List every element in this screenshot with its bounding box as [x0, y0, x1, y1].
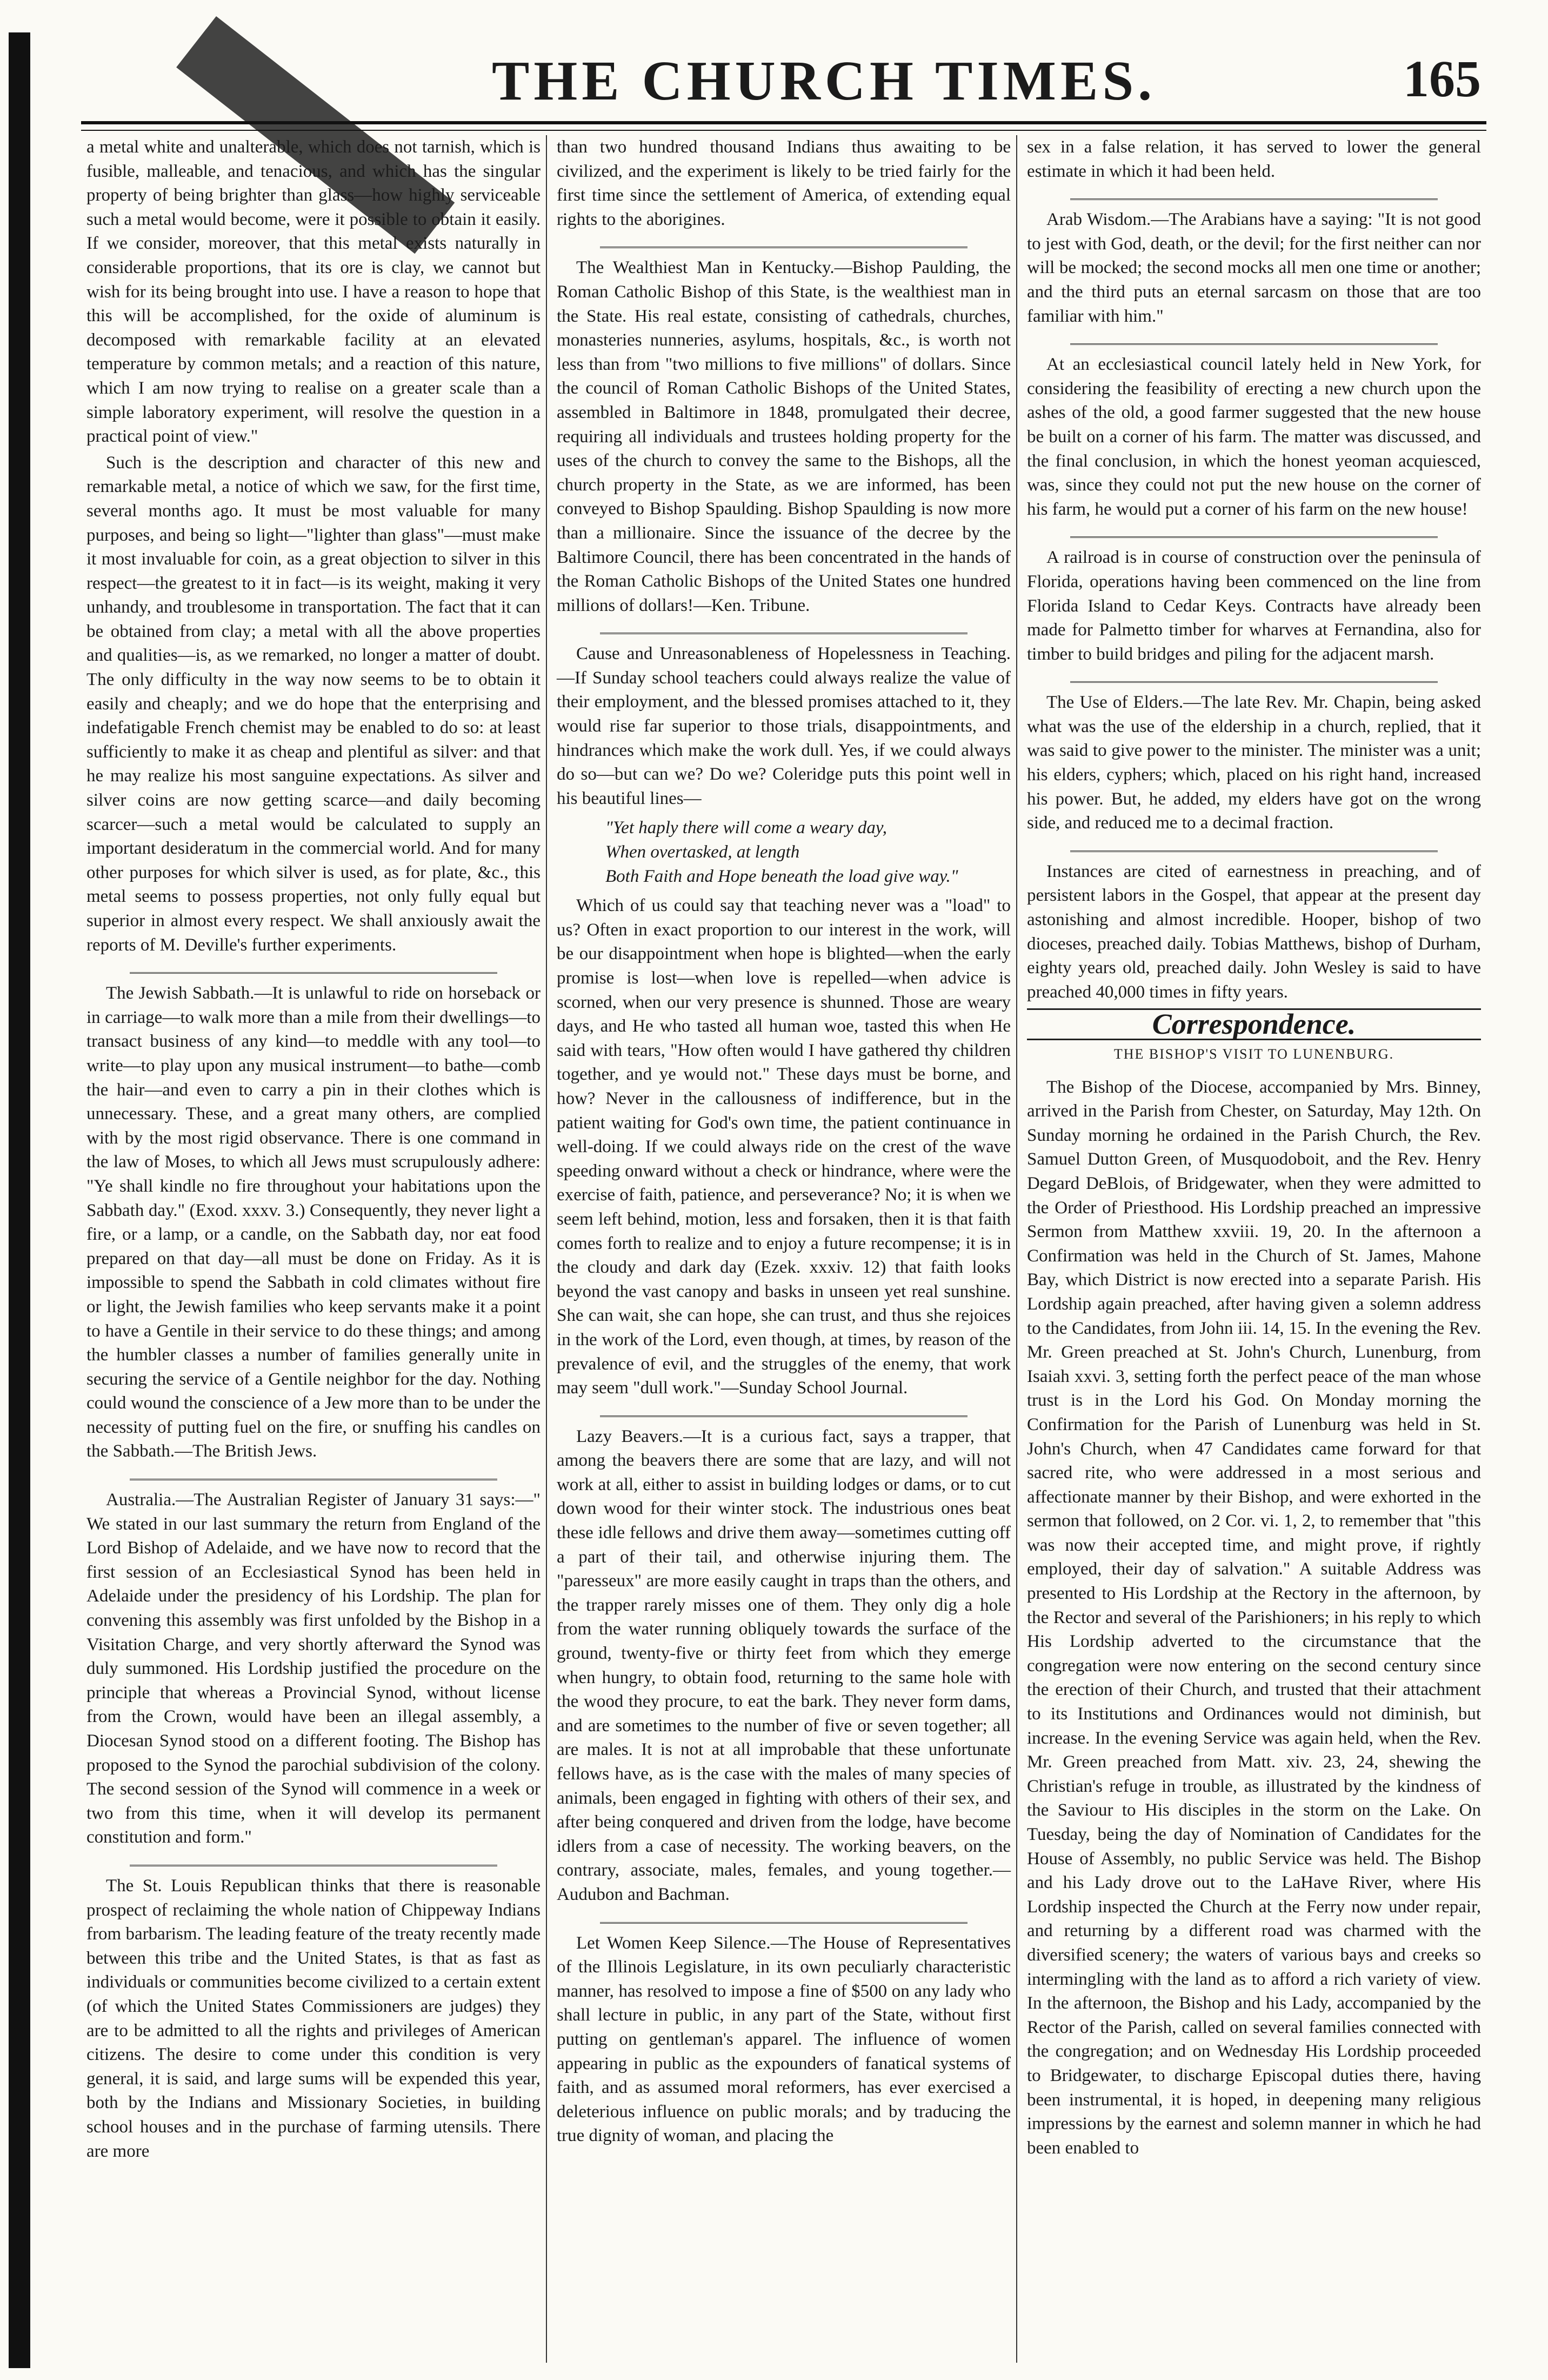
column-left	[86, 135, 541, 2165]
scan-edge-shadow	[9, 32, 30, 2368]
article-bishop-visit: The Bishop of the Diocese, accompanied by Mrs. Binney, arrived in the Parish from Chester, on Saturday, May 12th. On Sunday morning he ordained in the Parish Church, the Rev. Samuel Dutton Green, of Musquodoboit, and the Rev. Henry Degard DeBlois, of Bridgewater, when they were admitted to the Order of Priesthood. His Lordship preached an impressive Sermon from Matthew xxviii. 19, 20. In the afternoon a Confirmation was held in the Church of St. James, Mahone Bay, which District is now erected into a separate Parish. His Lordship again preached, after having given a solemn address to the Candidates, from John iii. 14, 15. In the evening the Rev. Mr. Green preached at St. John's Church, Lunenburg, from Isaiah xxvi. 3, setting forth the perfect peace of the man whose trust is in the Lord his God. On Monday morning the Confirmation for the Parish of Lunenburg was held in St. John's Church, when 47 Candidates came forward for that sacred rite, who were addressed in a most serious and affectionate manner by their Bishop, and were exhorted in the sermon that followed, on 2 Cor. vi. 1, 2, to remember that "this was now their accepted time, and might prove, if rightly employed, their day of salvation." A suitable Address was presented to His Lordship at the Rectory in the afternoon, by the Rector and several of the Parishioners; in his reply to which His Lordship adverted to the circumstance that the congregation were now entering on the second century since the erection of their Church, and trusted that their attachment to its Institutions and Ordinances would not diminish, but increase. In the evening Service was again held, when the Rev. Mr. Green preached from Matt. xiv. 23, 24, shewing the Christian's refuge in trouble, as illustrated by the kindness of the Saviour to His disciples in the storm on the Lake. On Tuesday, being the day of Nomination of Candidates for the House of Assembly, no public Service was held. The Bishop and his Lady drove out to the LaHave River, where His Lordship inspected the Church at the Ferry now under repair, and returning by a different road was charmed with the diversified scenery; the waters of various bays and creeks so intermingling with the land as to afford a rich variety of view. In the afternoon, the Bishop and his Lady, accompanied by the Rector of the Parish, called on several families connected with the congregation; and on Wednesday His Lordship proceeded to Bridgewater, to discharge Episcopal duties there, having been instrumental, it is hoped, in deepening many religious impressions by the earnest and solemn manner in which he had been enabled to	[1027, 1077, 1481, 2158]
article-instances: Instances are cited of earnestness in preaching, and of persistent labors in the Gospel, that appear at the present day astonishing and almost incredible. Hooper, bishop of two dioceses, preached daily. Tobias Matthews, bishop of Durham, eighty years old, preached daily. John Wesley is said to have preached 40,000 times in fifty years.	[1027, 861, 1481, 1002]
section-subheading: THE BISHOP'S VISIT TO LUNENBURG.	[1113, 1046, 1394, 1062]
column-divider	[1016, 135, 1017, 2363]
newspaper-title: THE CHURCH TIMES.	[492, 50, 1157, 112]
article-wealthiest-man: The Wealthiest Man in Kentucky.—Bishop Paulding, the Roman Catholic Bishop of this State, is the wealthiest man in the State. His real estate, consisting of cathedrals, churches, monasteries nunneries, asylums, hospitals, &c., is worth not less than from "two millions to five millions" of dollars. Since the council of Roman Catholic Bishops of the United States, assembled in Baltimore in 1848, promulgated their decree, requiring all individuals and trustees holding property for the uses of the church to convey the same to the Bishops, all the church property in the State, as we are informed, has been conveyed to Bishop Spaulding. Bishop Spaulding is now more than a millionaire. Since the issuance of the decree by the Baltimore Council, there has been concentrated in the hands of the Roman Catholic Bishops of the United States one hundred millions of dollars!—Ken. Tribune.	[557, 258, 1011, 615]
article-use-of-elders: The Use of Elders.—The late Rev. Mr. Chapin, being asked what was the use of the eldership in a church, replied, that it was said to give power to the minister. The minister was a unit; his elders, cyphers; which, placed on his right hand, increased his power. But, he added, my elders have got on the wrong side, and reduced me to a decimal fraction.	[1027, 693, 1481, 833]
separator	[1070, 334, 1438, 345]
separator	[600, 1912, 968, 1924]
separator	[600, 1406, 968, 1417]
article-paragraph: than two hundred thousand Indians thus awaiting to be civilized, and the experiment is likely to be tried fairly for the first time since the settlement of America, of extending equal rights to the aborigines.	[557, 137, 1011, 229]
separator	[600, 237, 968, 248]
article-lazy-beavers: Lazy Beavers.—It is a curious fact, says a trapper, that among the beavers there are some that are lazy, and will not work at all, either to assist in building lodges or dams, or to cut down wood for their winter stock. The industrious ones beat these idle fellows and drive them away—sometimes cutting off a part of their tail, and otherwise injuring them. The "paresseux" are more easily caught in traps than the others, and the trapper rarely misses one of them. They only dig a hole from the water running obliquely towards the surface of the ground, twenty-five or thirty feet from which they emerge when hungry, to obtain food, returning to the same hole with the wood they procure, to eat the bark. They never form dams, and are sometimes to the number of five or seven together; all are males. It is not at all improbable that these unfortunate fellows have, as is the case with the males of many species of animals, been engaged in fighting with others of their sex, and after being conquered and driven from the lodge, have become idlers from a case of necessity. The working beavers, on the contrary, associate, males, females, and young together.—Audubon and Bachman.	[557, 1426, 1011, 1904]
article-paragraph: Which of us could say that teaching never was a "load" to us? Often in exact proportion to our interest in the work, will be our disappointment when hope is blighted—when the early promise is lost—when love is repelled—when advice is scorned, when our very presence is shunned. Those are weary days, and He who tasted all human woe, tasted this when He said with tears, "How often would I have gathered thy children together, and ye would not." These days must be borne, and how? Never in the callousness of indifference, but in the patient waiting for God's own time, the patient continuance in well-doing. If we could always ride on the crest of the wave speeding onward without a check or hindrance, where were the exercise of faith, patience, and perseverance? No; it is when we seem left behind, motion, less and forsaken, then it is that faith comes forth to realize and to enjoy a future recompense; it is in the cloudy and dark day (Ezek. xxxiv. 12) that faith looks beyond the vast canopy and basks in unseen yet real sunshine. She can wait, she can hope, she can trust, and thus she rejoices in the work of the Lord, even though, at times, by reason of the prevalence of evil, and the struggles of the enemy, that work may seem "dull work."—Sunday School Journal.	[557, 896, 1011, 1398]
poem-quote: "Yet haply there will come a weary day, When overtasked, at length Both Faith and Hope beneath the load give way."	[605, 818, 958, 886]
article-railroad: A railroad is in course of construction over the peninsula of Florida, operations having been commenced on the line from Florida Island to Cedar Keys. Contracts have already been made for Palmetto timber for wharves at Fernandina, also for timber to build bridges and piling for the adjacent marsh.	[1027, 548, 1481, 664]
article-paragraph: a metal white and unalterable, which does not tarnish, which is fusible, malleable, and tenacious, and which has the singular property of being brighter than glass—how highly serviceable such a metal would become, were it possible to obtain it easily. If we consider, moreover, that this metal exists naturally in considerable proportions, that its ore is clay, we cannot but wish for its being brought into use. I have a reason to hope that this will be accomplished, for the oxide of aluminum is decomposed with remarkable facility at an elevated temperature by common metals; and a reaction of this nature, which I am now trying to realise on a greater scale than a simple laboratory experiment, will resolve the question in a practical point of view."	[86, 137, 541, 447]
separator	[130, 1469, 497, 1480]
separator	[1070, 527, 1438, 538]
column-divider	[546, 135, 547, 2363]
header-rule	[81, 121, 1486, 131]
separator	[1070, 841, 1438, 852]
article-paragraph: Such is the description and character of this new and remarkable metal, a notice of which we saw, for the first time, several months ago. It must be most valuable for many purposes, and being so light—"lighter than glass"—must make it most invaluable for coin, as a great objection to silver in this respect—the greatest to it in fact—is its weight, making it very unhandy, and troublesome in transportation. The fact that it can be obtained from clay; a metal with all the above properties and qualities—is, as we remarked, no longer a matter of doubt. The only difficulty in the way now seems to be to obtain it easily and cheaply; and we do hope that the enterprising and indefatigable French chemist may be enabled to do so: at least sufficiently to make it as cheap and plentiful as silver: and that he may realize his most sanguine expectations. As silver and silver coins are now getting scarce—and daily becoming scarcer—such a metal would be calculated to supply an important desideratum in the commercial world. And for many other purposes for which silver is used, as for plate, &c., this metal seems to possess properties, not only fully equal but superior in almost every respect. We shall anxiously await the reports of M. Deville's further experiments.	[86, 453, 541, 955]
section-heading-correspondence: Correspondence.	[1027, 1008, 1481, 1040]
article-hopelessness: Cause and Unreasonableness of Hopelessness in Teaching.—If Sunday school teachers could always realize the value of their employment, and the blessed promises attached to it, they would rise far superior to those trials, disappointments, and hindrances which make the work dull. Yes, if we could always do so—but can we? Do we? Coleridge puts this point well in his beautiful lines—	[557, 644, 1011, 808]
article-australia: Australia.—The Australian Register of January 31 says:—" We stated in our last summary the return from England of the Lord Bishop of Adelaide, and we have now to record that the first session of an Ecclesiastical Synod has been held in Adelaide under the presidency of his Lordship. The plan for convening this assembly was first unfolded by the Bishop in a Visitation Charge, and very shortly afterward the Synod was duly summoned. His Lordship justified the procedure on the principle that whereas a Provincial Synod, without license from the Crown, would have been an illegal assembly, a Diocesan Synod stood on a different footing. The Bishop has proposed to the Synod the parochial subdivision of the colony. The second session of the Synod will commence in a week or two from this time, when it will develop its permanent constitution and form."	[86, 1490, 541, 1847]
separator	[600, 623, 968, 634]
article-chippeway: The St. Louis Republican thinks that there is reasonable prospect of reclaiming the whole nation of Chippeway Indians from barbarism. The leading feature of the treaty recently made between this tribe and the United States, is that as fast as individuals or communities become civilized to a certain extent (of which the United States Commissioners are judges) they are to be admitted to all the rights and privileges of American citizens. The desire to come under this condition is very general, it is said, and large sums will be expended this year, both by the Indians and Missionary Societies, in building school houses and in the purchase of farming utensils. There are more	[86, 1876, 541, 2161]
article-council: At an ecclesiastical council lately held in New York, for considering the feasibility of erecting a new church upon the ashes of the old, a good farmer suggested that the new house be built on a corner of his farm. The matter was discussed, and the final conclusion, in which the honest yeoman acquiesced, was, since they could not put the new house on the corner of his farm, he would put a corner of his farm on the new house!	[1027, 355, 1481, 519]
page-number: 165	[1403, 50, 1481, 108]
separator	[130, 1855, 497, 1866]
column-right	[1027, 135, 1481, 2162]
column-middle	[557, 135, 1011, 2150]
separator	[1070, 189, 1438, 200]
separator	[1070, 672, 1438, 683]
separator	[130, 962, 497, 974]
article-arab-wisdom: Arab Wisdom.—The Arabians have a saying: "It is not good to jest with God, death, or the devil; for the first neither can nor will be mocked; the second mocks all men one time or another; and the third puts an eternal sarcasm on those that are too familiar with him."	[1027, 210, 1481, 326]
masthead	[81, 49, 1486, 124]
article-paragraph: sex in a false relation, it has served to lower the general estimate in which it had been held.	[1027, 137, 1481, 181]
article-women-silence: Let Women Keep Silence.—The House of Representatives of the Illinois Legislature, in its own peculiarly characteristic manner, has resolved to impose a fine of $500 on any lady who shall lecture in public, in any part of the State, without first putting on gentleman's apparel. The influence of women appearing in public as the expounders of fanatical systems of faith, and as assumed moral reformers, has ever exercised a deleterious influence on public morals; and by traducing the true dignity of woman, and placing the	[557, 1933, 1011, 2146]
article-jewish-sabbath: The Jewish Sabbath.—It is unlawful to ride on horseback or in carriage—to walk more than a mile from their dwellings—to transact business of any kind—to meddle with any tool—to write—to play upon any musical instrument—to bathe—comb the hair—and even to carry a pin in their clothes which is unnecessary. These, and a great many others, are complied with by the most rigid observance. There is one command in the law of Moses, to which all Jews must scrupulously adhere: "Ye shall kindle no fire throughout your habitations upon the Sabbath day." (Exod. xxxv. 3.) Consequently, they never light a fire, or a lamp, or a candle, on the Sabbath day, nor eat food prepared on that day—all must be done on Friday. As it is impossible to spend the Sabbath in cold climates without fire or light, the Jewish families who keep servants make it a point to have a Gentile in their service to do these things; and among the humbler classes a number of families generally unite in securing the service of a Gentile neighbor for the day. Nothing could wound the conscience of a Jew more than to be under the necessity of putting fuel on the fire, or snuffing his candles on the Sabbath.—The British Jews.	[86, 983, 541, 1461]
